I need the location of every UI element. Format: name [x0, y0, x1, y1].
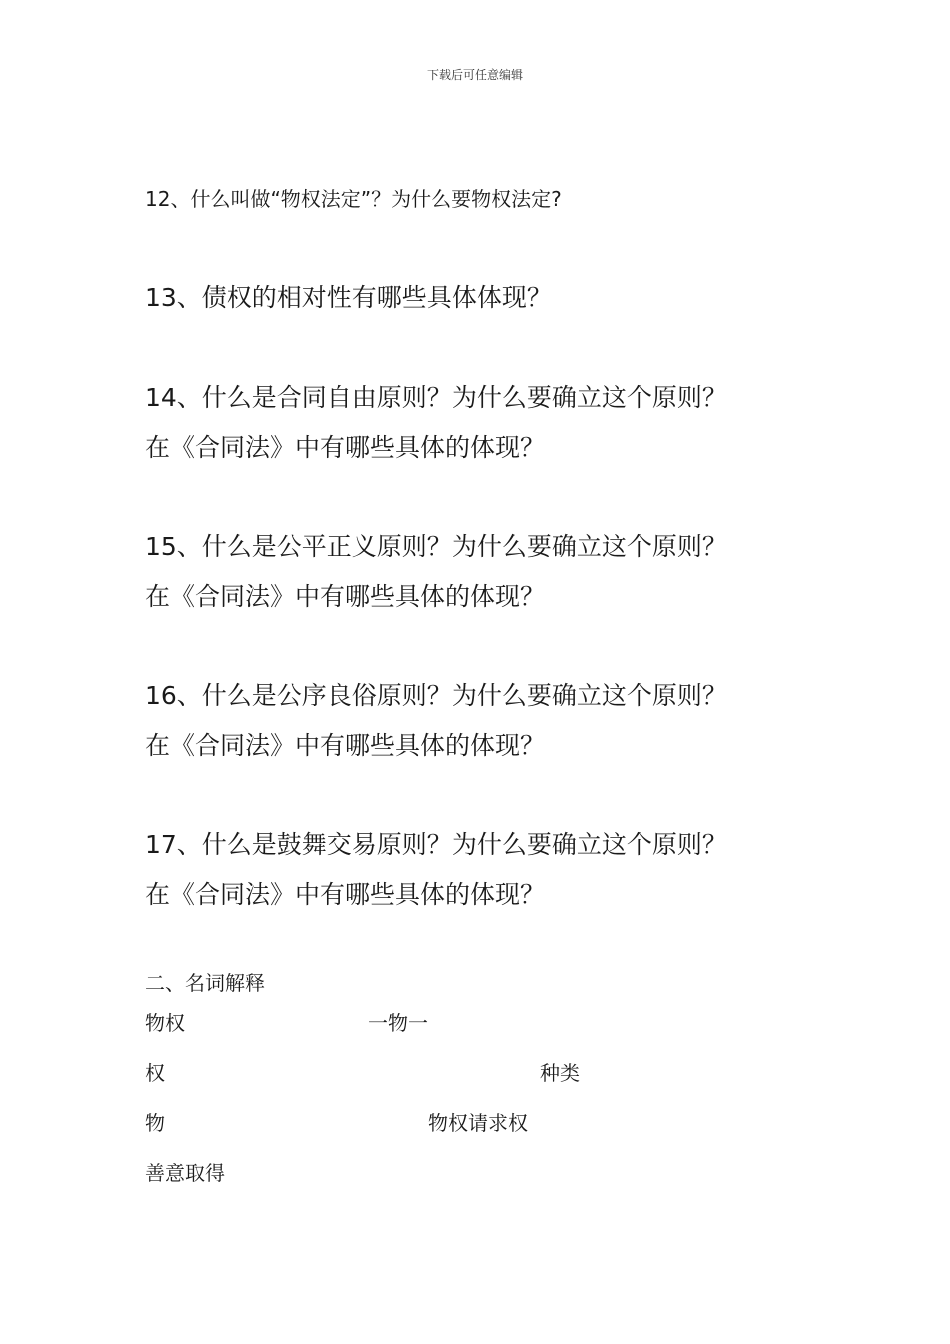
question-14 — [145, 373, 805, 473]
question-17 — [145, 820, 805, 920]
question-17-line-1: 17、什么是鼓舞交易原则？为什么要确立这个原则？ — [145, 830, 727, 859]
question-16 — [145, 671, 805, 771]
question-16-line-1: 16、什么是公序良俗原则？为什么要确立这个原则？ — [145, 681, 727, 710]
question-16-line-2: 在《合同法》中有哪些具体的体现？ — [145, 731, 546, 760]
question-13-line-1: 13、债权的相对性有哪些具体体现？ — [145, 283, 552, 312]
question-13 — [145, 273, 805, 323]
question-15 — [145, 522, 805, 622]
term-item: 权 — [145, 1061, 165, 1085]
question-12: 12、什么叫做“物权法定”？为什么要物权法定? — [145, 187, 562, 211]
question-15-line-2: 在《合同法》中有哪些具体的体现？ — [145, 582, 546, 611]
term-item: 一物一 — [368, 1011, 428, 1035]
question-15-line-1: 15、什么是公平正义原则？为什么要确立这个原则？ — [145, 532, 727, 561]
question-14-line-1: 14、什么是合同自由原则？为什么要确立这个原则？ — [145, 383, 727, 412]
term-item: 种类 — [540, 1061, 580, 1085]
term-item: 物权 — [145, 1011, 185, 1035]
section-title: 二、名词解释 — [145, 971, 265, 995]
term-item: 物 — [145, 1111, 165, 1135]
page-header: 下载后可任意编辑 — [426, 68, 523, 82]
question-14-line-2: 在《合同法》中有哪些具体的体现？ — [145, 433, 546, 462]
term-item: 善意取得 — [145, 1161, 225, 1185]
question-17-line-2: 在《合同法》中有哪些具体的体现？ — [145, 880, 546, 909]
term-item: 物权请求权 — [428, 1111, 528, 1135]
